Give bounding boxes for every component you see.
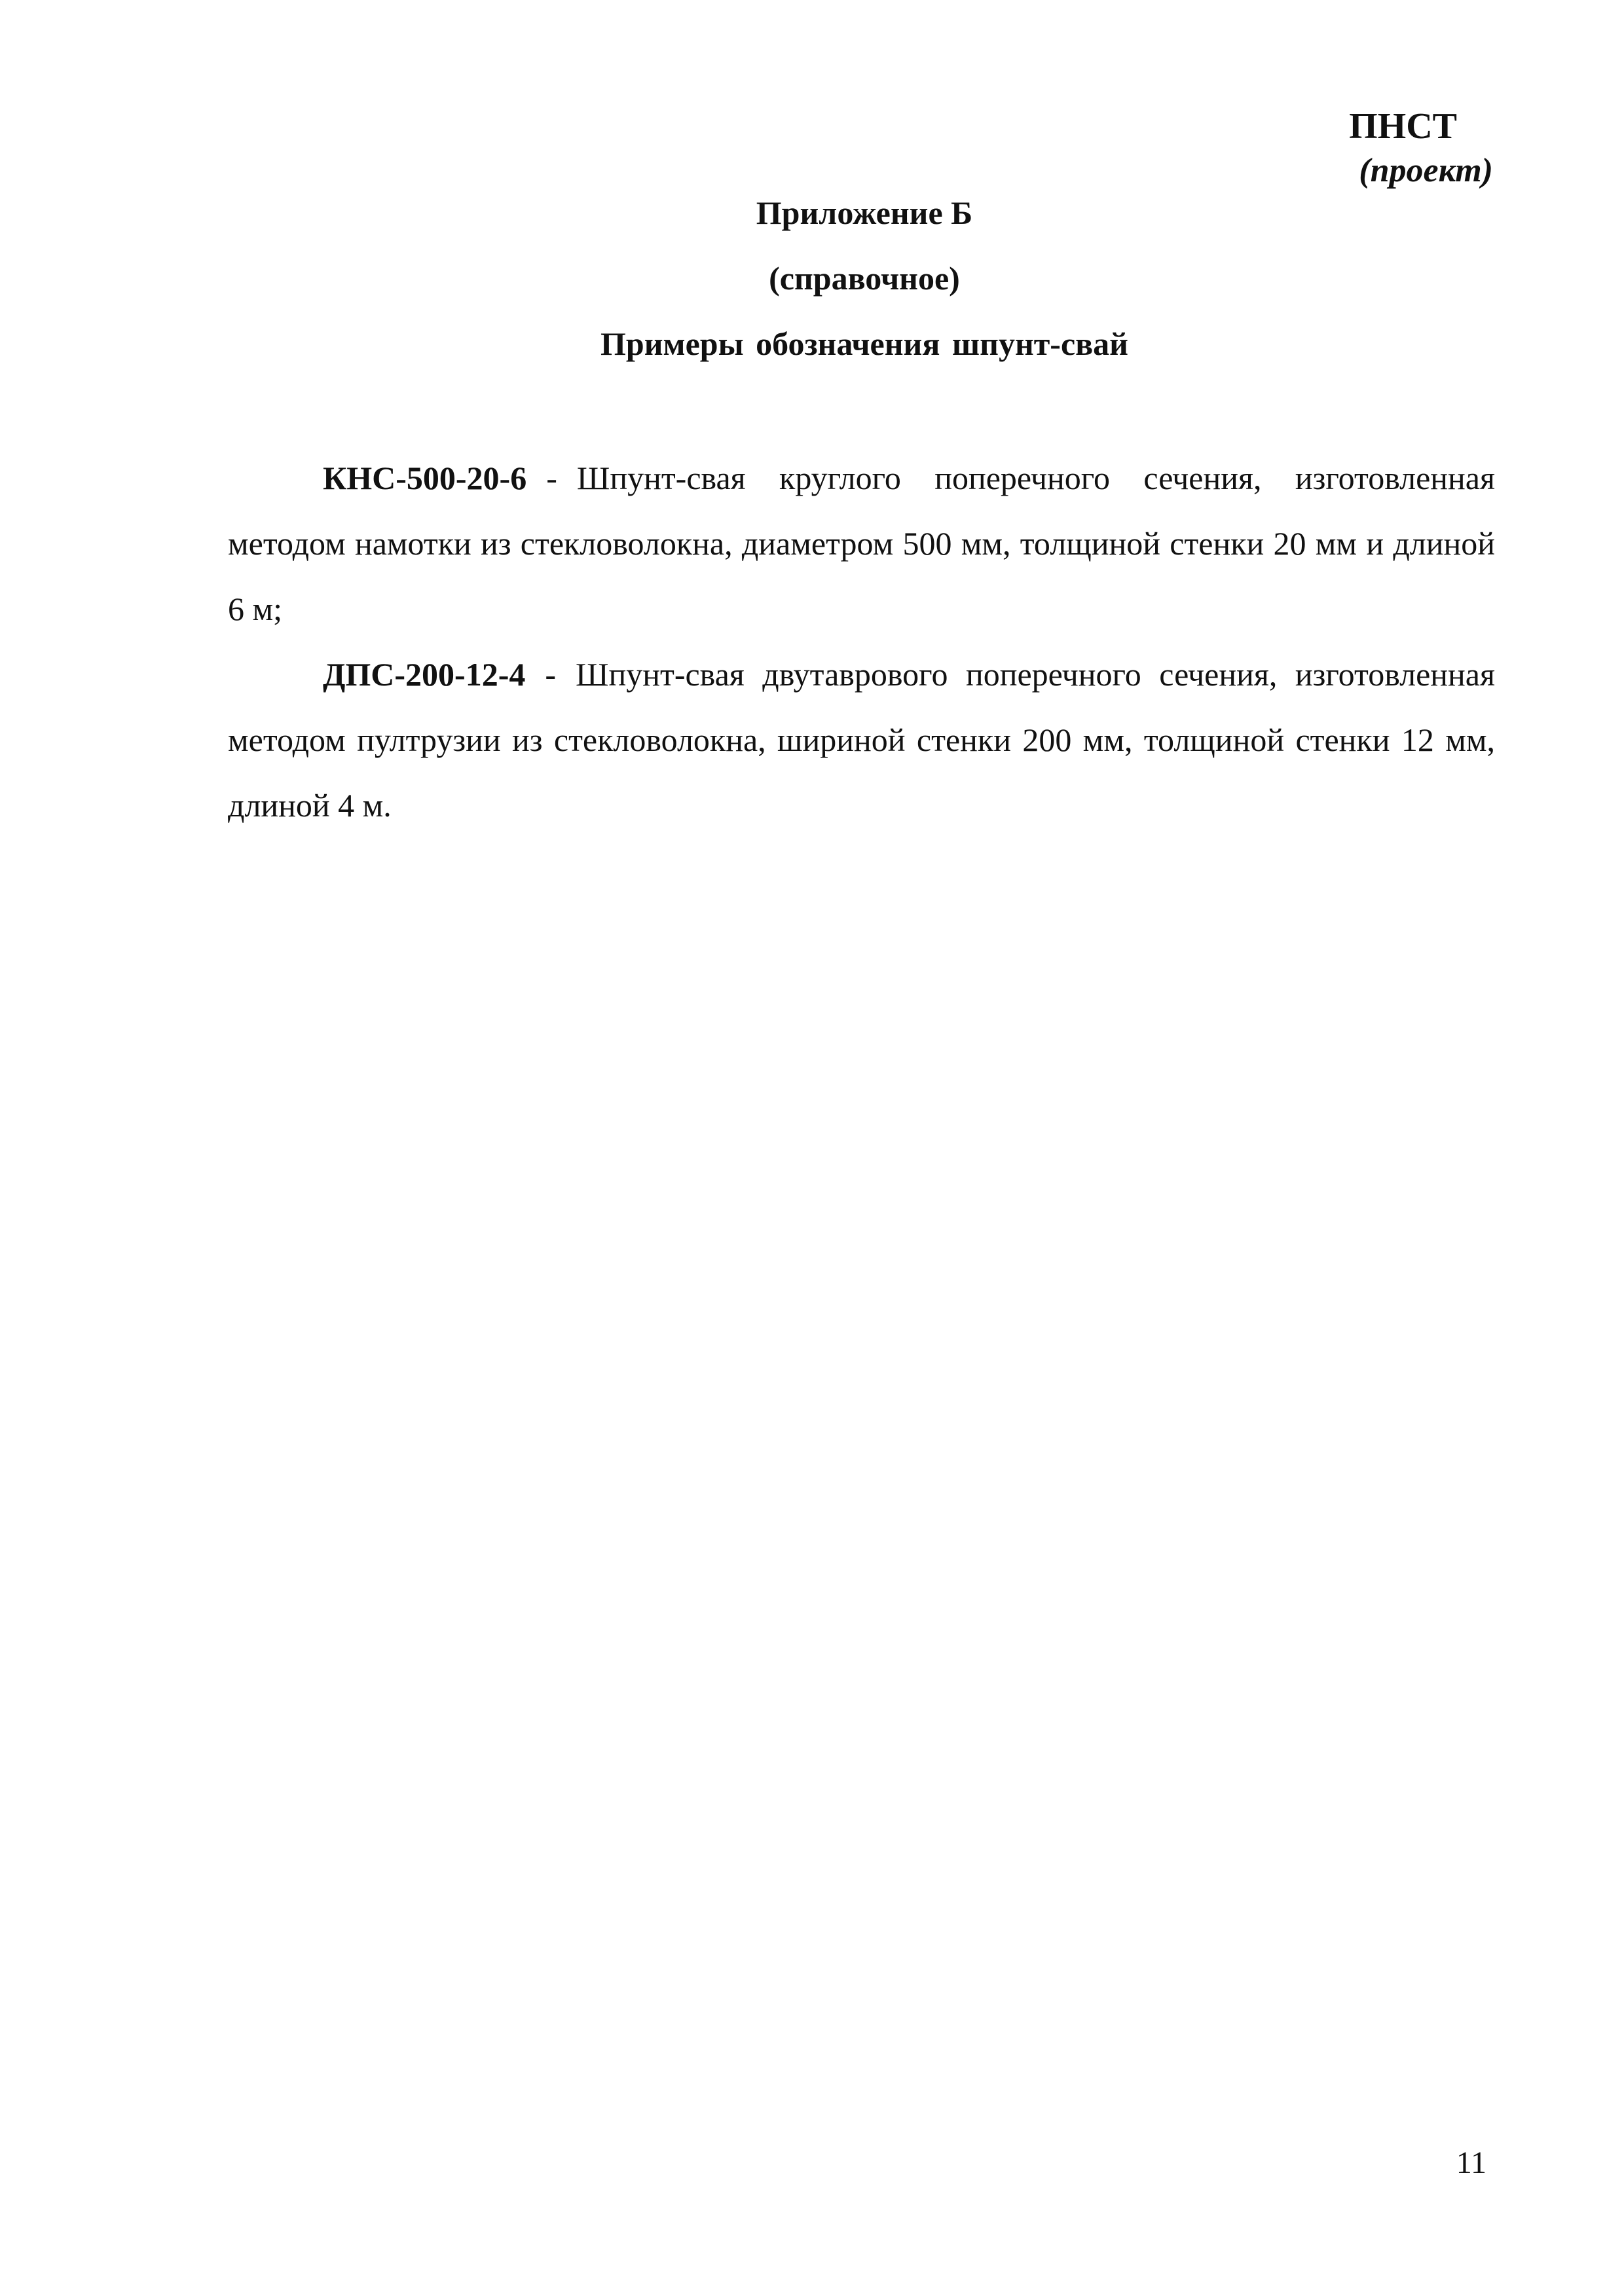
document-header: [1349, 103, 1493, 192]
example-dash: -: [546, 460, 557, 496]
appendix-title: Приложение Б: [756, 194, 973, 231]
example-dash: -: [545, 656, 557, 693]
document-status: (проект): [1359, 152, 1493, 189]
example-text: Шпунт-свая круглого поперечного сечения, изготовленная методом намотки из стекловолокна, диаметром 500 мм, толщиной стенки 20 мм и длиной 6 м;: [228, 460, 1495, 627]
page-number: 11: [1456, 2145, 1486, 2180]
example-paragraph: [228, 445, 1495, 642]
appendix-kind: (справочное): [769, 260, 960, 297]
document-code: ПНСТ: [1349, 106, 1457, 147]
examples-body: [228, 445, 1495, 838]
example-paragraph: [228, 642, 1495, 838]
example-code: КНС-500-20-6: [323, 460, 527, 496]
appendix-subject: Примеры обозначения шпунт-свай: [600, 325, 1128, 362]
example-text: Шпунт-свая двутаврового поперечного сечения, изготовленная методом пултрузии из стекловолокна, шириной стенки 200 мм, толщиной стенки 12 мм, длиной 4 м.: [228, 656, 1495, 824]
example-code: ДПС-200-12-4: [323, 656, 526, 693]
